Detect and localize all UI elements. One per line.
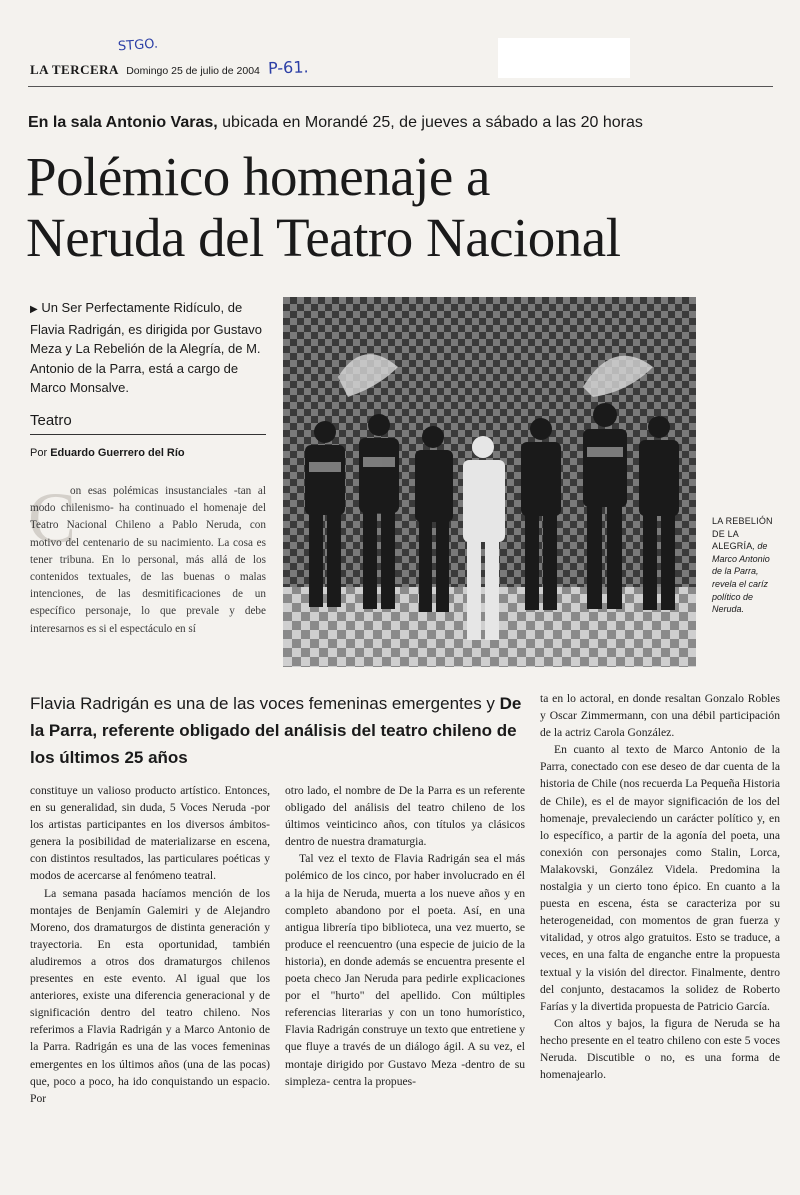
paragraph: Con altos y bajos, la figura de Neruda se ha hecho presente en el teatro chileno con este 5 voces Neruda. Discutible o no, es una forma de homenajearlo. [540, 1016, 780, 1082]
publication-date: Domingo 25 de julio de 2004 [126, 65, 260, 77]
headline-line-1: Polémico homenaje a [26, 146, 490, 207]
body-column-2 [285, 782, 525, 1090]
byline-author: Eduardo Guerrero del Río [50, 447, 185, 459]
kicker-line [28, 114, 643, 132]
intro-text: on esas polémicas insustanciales -tan al modo chilenismo- ha continuado el homenaje del Teatro Nacional Chileno a Pablo Neruda, con motivo del centenario de su nacimiento. La cosa es tener tribuna. En lo personal, más allá de los contenidos textuales, de las buenas o malas intenciones, de las desmitificaciones de un específico personaje, lo que prevale y debe interesarnos es si el espectáculo en sí [30, 485, 266, 635]
headline [26, 146, 786, 268]
byline [30, 447, 185, 459]
lede-text: Un Ser Perfectamente Ridículo, de Flavia Radrigán, es dirigida por Gustavo Meza y La Rebelión de la Alegría, de M. Antonio de la Parra, está a cargo de Marco Monsalve. [30, 300, 262, 395]
section-label: Teatro [30, 412, 266, 435]
paragraph: constituye un valioso producto artístico. Entonces, en su generalidad, sin duda, 5 Voces Neruda -por los artistas participantes en los diversos ámbitos- genera la posibilidad de materializarse en escena, con distintos resultados, las particulares poéticas y modos de acercarse al fenómeno teatral. [30, 784, 270, 883]
blank-label-patch [498, 38, 630, 78]
stage-photo [283, 297, 696, 667]
kicker-details: ubicada en Morandé 25, de jueves a sábado a las 20 horas [217, 114, 643, 131]
masthead [30, 62, 490, 86]
paragraph: otro lado, el nombre de De la Parra es un referente obligado del análisis del teatro chileno de los últimos veinticinco años, con títulos ya clásicos dentro de nuestra dramaturgia. [285, 784, 525, 849]
paragraph: Tal vez el texto de Flavia Radrigán sea el más polémico de los cinco, por haber involucrado en él a la hija de Neruda, muerta a los nueve años y en completo abandono por el poeta. Así, en una antigua librería tipo biblioteca, una vez muerto, se produce el reencuentro (una especie de juicio de la historia), en donde además se encuentra presente el poeta checo Jan Neruda para pedirle explicaciones por el "hurto" del apellido. Con múltiples referencias literarias y con un tono humorístico, Flavia Radrigán construye un texto que entretiene y que fluye a través de un diálogo ágil. A su vez, el montaje dirigido por Gustavo Meza -dentro de su simpleza- centra la propues- [285, 852, 525, 1088]
byline-prefix: Por [30, 447, 51, 459]
caption-text: , de Marco Antonio de la Parra, revela el caríz político de Neruda. [712, 541, 770, 615]
handwritten-note-page: P-61. [267, 57, 309, 78]
intro-paragraph [28, 478, 266, 638]
paragraph: En cuanto al texto de Marco Antonio de la Parra, conectado con ese deseo de dar cuenta de la historia de Chile (nos recuerda La Pequeña Historia de Chile), es el de mayor significación de los del homenaje, prevaleciendo un carácter político y, en lo específico, a partir de la agonía del poeta, una conexión con personajes como Stalin, Lorca, Malakovski, González Videla. Predomina la nostalgia y un cierto tono épico. En cuanto a la puesta en escena, ésta se caracteriza por su heterogeneidad, con momentos de gran fuerza y vitalidad, y otros algo gratuitos. Esto se traduce, a veces, en una falta de enganche entre la propuesta textual y la visión del director. Finalmente, dentro del conjunto, destacamos la solidez de Roberto Farías y la divertida propuesta de Patricio García. [540, 743, 780, 1013]
handwritten-note-city: STGO. [117, 36, 159, 55]
drop-cap: C [28, 478, 77, 558]
pull-quote [30, 690, 530, 771]
lede [30, 298, 270, 398]
photo-caption [712, 515, 780, 616]
pull-quote-bold: De la Parra, referente obligado del análisis del teatro chileno de los últimos 25 años [30, 694, 522, 767]
header-rule [28, 86, 773, 87]
body-column-1 [30, 782, 270, 1107]
stage-photo-illustration [283, 297, 696, 667]
headline-line-2: Neruda del Teatro Nacional [26, 207, 621, 268]
paragraph: ta en lo actoral, en donde resaltan Gonzalo Robles y Oscar Zimmermann, con una débil participación de la actriz Carola González. [540, 692, 780, 740]
pull-quote-plain: Flavia Radrigán es una de las voces femeninas emergentes y [30, 694, 500, 713]
triangle-bullet-icon: ▶ [30, 304, 38, 315]
body-column-3 [540, 690, 780, 1083]
paper-name: LA TERCERA [30, 62, 119, 77]
kicker-venue: En la sala Antonio Varas, [28, 114, 218, 131]
paragraph: La semana pasada hacíamos mención de los montajes de Benjamín Galemiri y de Alejandro Moreno, dos dramaturgos de distinta generación y trayectoria. En esta oportunidad, también aludiremos a otros dos dramaturgos chilenos presentes en este evento. Al igual que los anteriores, existe una diferencia generacional y de significación dentro del teatro chileno. Nos referimos a Flavia Radrigán y a Marco Antonio de la Parra. Radrigán es una de las voces femeninas emergentes en los últimos años (una de las pocas) que, poco a poco, ha ido conquistando un espacio. Por [30, 886, 270, 1105]
caption-title: LA REBELIÓN DE LA ALEGRÍA [712, 516, 773, 552]
